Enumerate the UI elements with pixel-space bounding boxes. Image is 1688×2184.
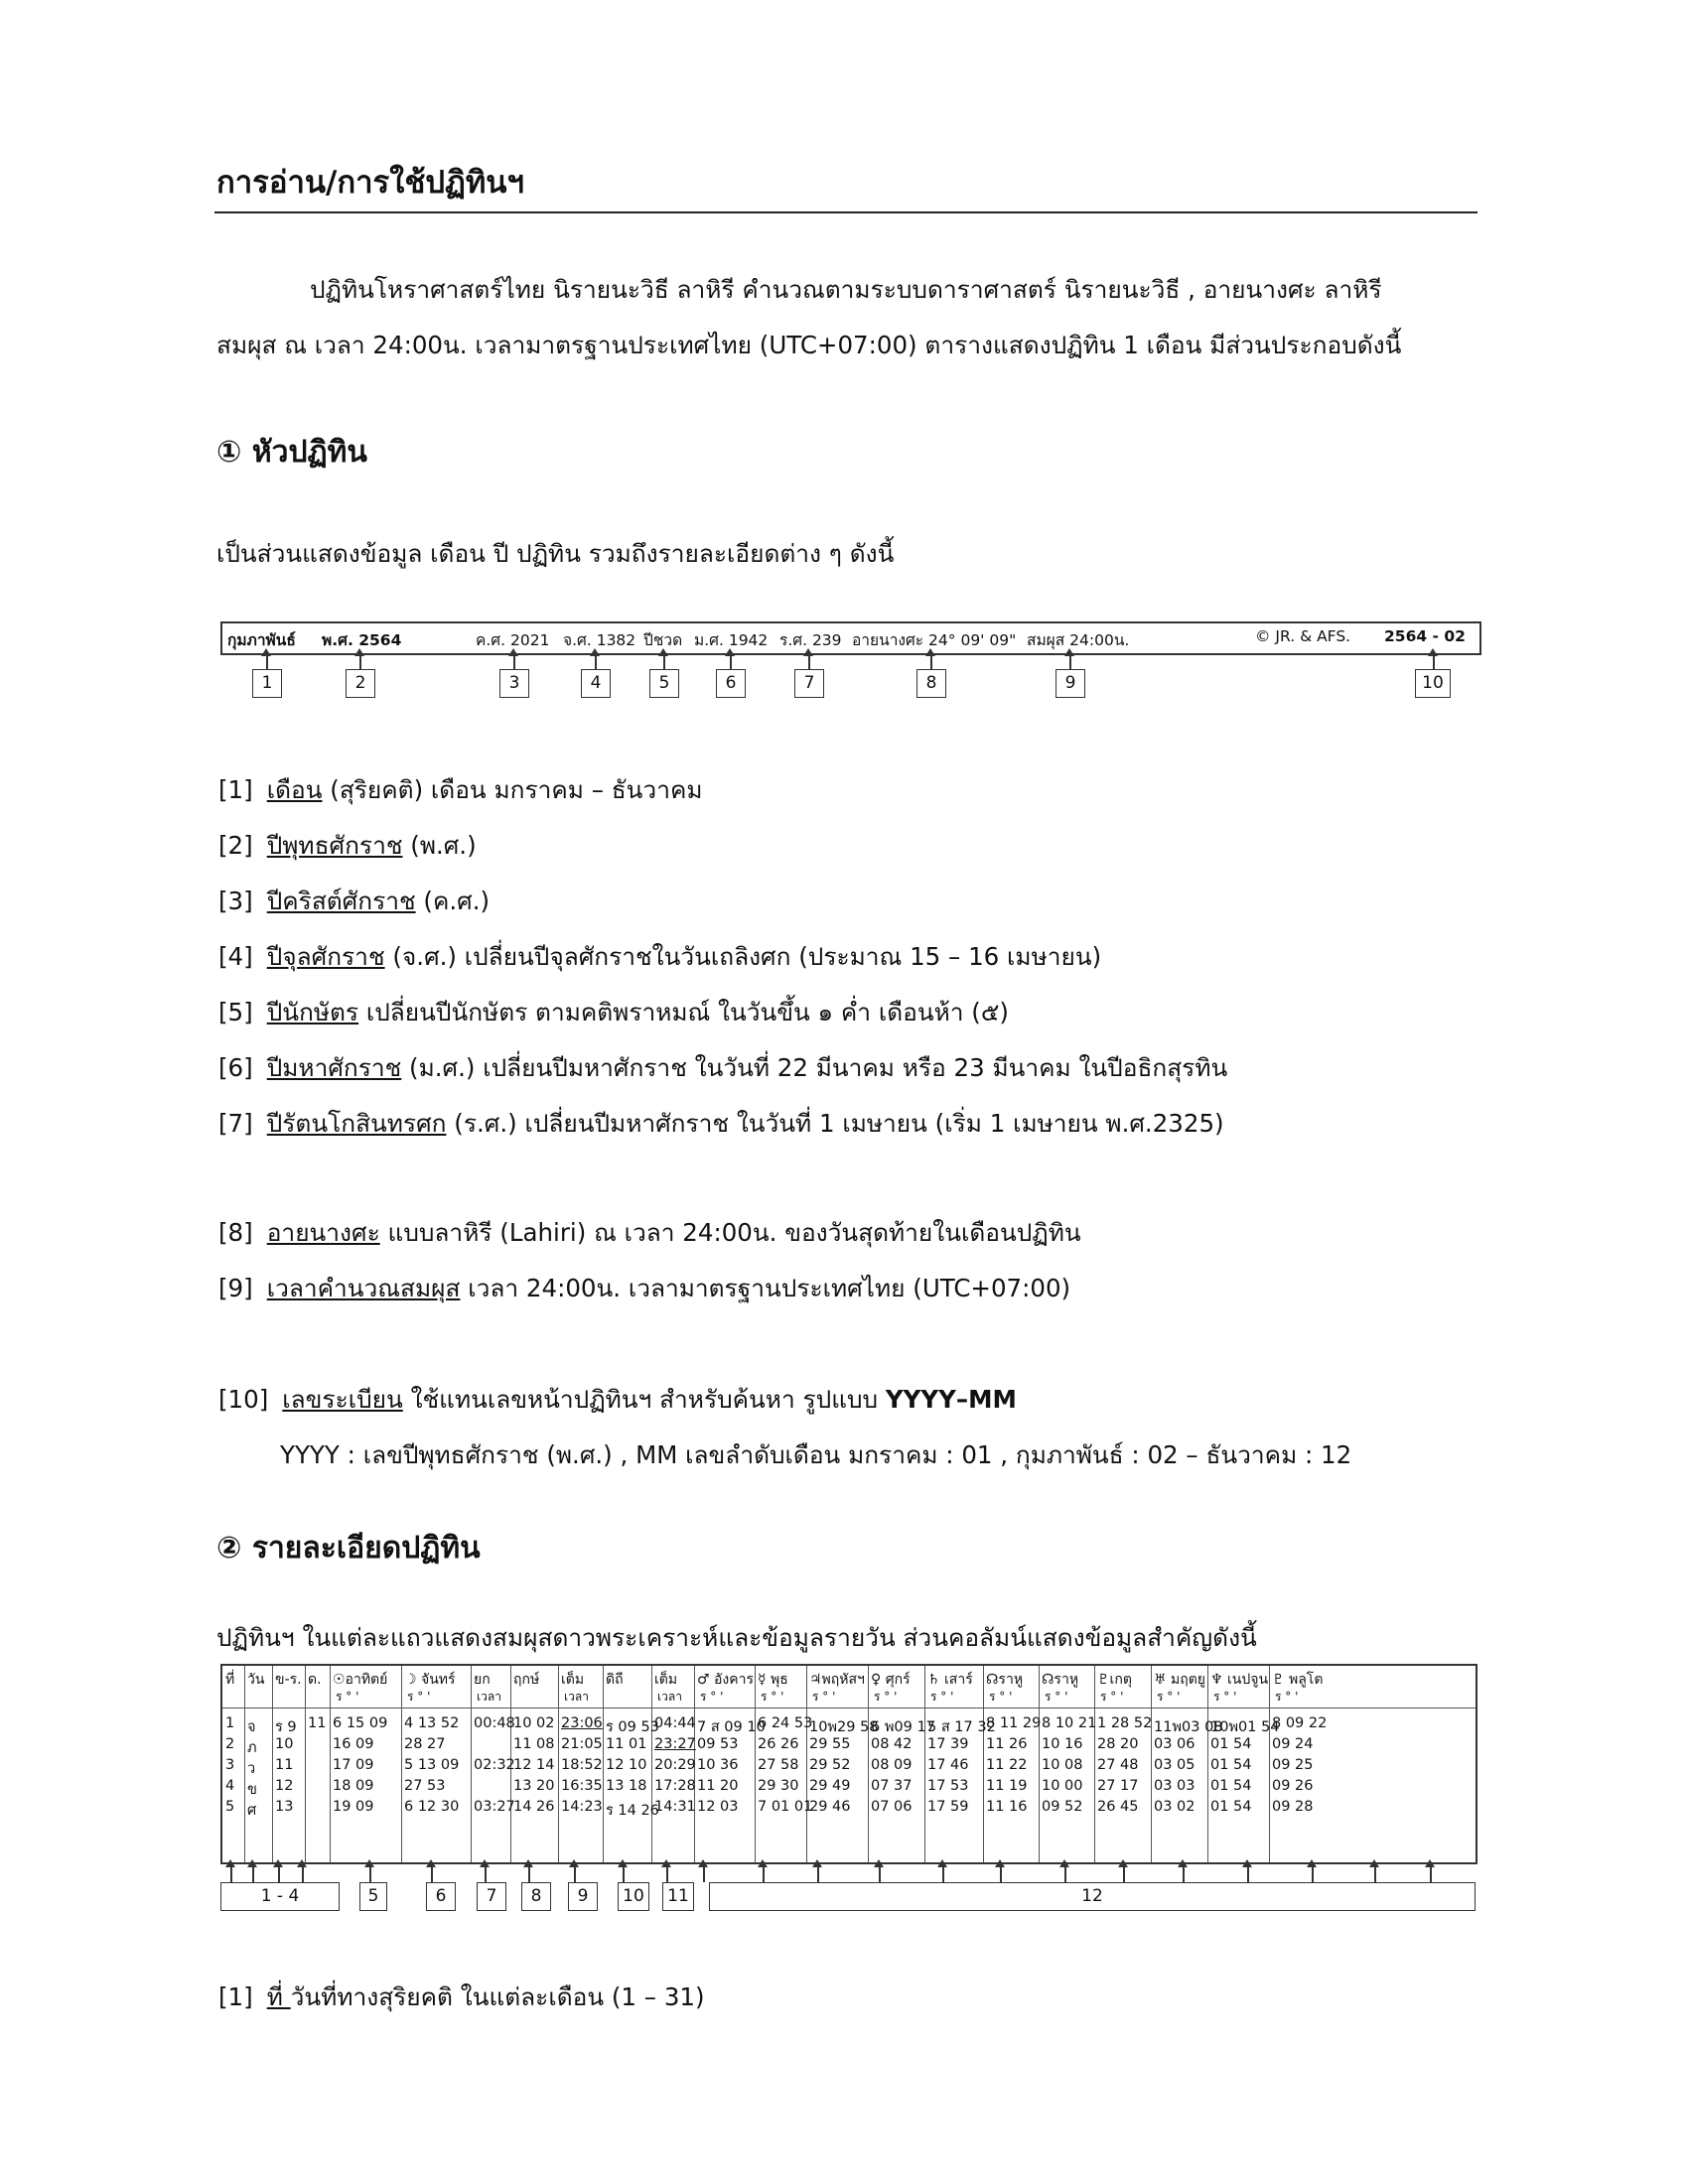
table-cell: 01 54	[1210, 1757, 1252, 1773]
table-marker: 1 - 4	[220, 1882, 340, 1911]
table-cell: 26 45	[1097, 1799, 1139, 1815]
strip-ms: ม.ศ. 1942	[694, 631, 769, 649]
table-cell: 11	[275, 1757, 294, 1773]
strip-month: กุมภาพันธ์	[227, 631, 296, 649]
intro-line2: สมผุส ณ เวลา 24:00น. เวลามาตรฐานประเทศไทย (UTC+07:00) ตารางแสดงปฏิทิน 1 เดือน มีส่วนประกอบดังนี้	[216, 331, 1402, 359]
table-cell: 12 14	[513, 1757, 555, 1773]
table-cell: 14:23	[561, 1799, 603, 1815]
section2-desc: ปฏิทินฯ ในแต่ละแถวแสดงสมผุสดาวพระเคราะห์และข้อมูลรายวัน ส่วนคอลัมน์แสดงข้อมูลสำคัญดังนี้	[216, 1623, 1257, 1652]
table-arrow	[278, 1866, 280, 1882]
table-marker: 10	[618, 1882, 649, 1911]
table-col-divider	[755, 1666, 756, 1862]
table-cell: 07 06	[871, 1799, 913, 1815]
table-cell: 10พ01 54	[1210, 1719, 1280, 1735]
marker-2: 2	[346, 669, 375, 698]
table-cell: 2	[225, 1736, 235, 1752]
table-marker: 6	[426, 1882, 456, 1911]
table-col-divider	[983, 1666, 984, 1862]
table-cell: 1 28 52	[1097, 1715, 1153, 1731]
table-cell: 27 53	[404, 1778, 446, 1794]
table-col-divider	[471, 1666, 472, 1862]
table-cell: ข	[247, 1782, 257, 1798]
table-cell: 13 20	[513, 1778, 555, 1794]
table-cell: 12	[275, 1778, 294, 1794]
table-cell: 16 09	[333, 1736, 374, 1752]
table-cell: 29 52	[809, 1757, 851, 1773]
table-cell: 01 54	[1210, 1799, 1252, 1815]
table-cell: 11 26	[986, 1736, 1028, 1752]
table-cell: 5 ส 17 32	[927, 1719, 996, 1735]
table-header-cell: ด.	[308, 1672, 322, 1688]
table-cell: 17 46	[927, 1757, 969, 1773]
strip-copyright: © JR. & AFS.	[1255, 627, 1351, 645]
table-cell: 10 16	[1042, 1736, 1083, 1752]
table-col-divider	[305, 1666, 306, 1862]
table-cell: 19 09	[333, 1799, 374, 1815]
arrow-8	[930, 655, 932, 669]
table-col-divider	[1039, 1666, 1040, 1862]
table-arrow	[252, 1866, 254, 1882]
marker-6: 6	[716, 669, 746, 698]
table-cell: 03:27	[474, 1799, 515, 1815]
table-subheader-cell: ร ° '	[1213, 1690, 1237, 1704]
table-cell: 6 15 09	[333, 1715, 388, 1731]
s1-item-5: [5] ปีนักษัตร เปลี่ยนปีนักษัตร ตามคติพราหมณ์ ในวันขึ้น ๑ ค่ำ เดือนห้า (๕)	[218, 998, 1009, 1026]
table-cell: 8 09 22	[1272, 1715, 1328, 1731]
strip-calc-time: สมผุส 24:00น.	[1027, 631, 1130, 649]
table-cell: 09 25	[1272, 1757, 1314, 1773]
table-arrow	[1430, 1866, 1432, 1882]
table-arrow	[528, 1866, 530, 1882]
table-arrow	[230, 1866, 232, 1882]
table-cell: 11 22	[986, 1757, 1028, 1773]
table-cell: 29 55	[809, 1736, 851, 1752]
table-cell: 21:05	[561, 1736, 603, 1752]
table-cell: 01 54	[1210, 1778, 1252, 1794]
marker-3: 3	[499, 669, 529, 698]
table-cell: 29 49	[809, 1778, 851, 1794]
table-cell: 5	[225, 1799, 235, 1815]
table-cell: 6 พ09 17	[871, 1719, 935, 1735]
table-arrow	[1183, 1866, 1185, 1882]
table-cell: ว	[247, 1761, 256, 1777]
table-header-cell: ดิถี	[606, 1672, 624, 1688]
table-col-divider	[1207, 1666, 1208, 1862]
table-cell: 4 13 52	[404, 1715, 460, 1731]
strip-code: 2564 - 02	[1384, 627, 1466, 645]
table-cell: 8 10 21	[1042, 1715, 1097, 1731]
table-cell: 10 08	[1042, 1757, 1083, 1773]
table-subheader-cell: เวลา	[477, 1690, 501, 1704]
table-cell: 20:29	[654, 1757, 696, 1773]
table-cell: 03 05	[1154, 1757, 1196, 1773]
table-cell: ร 14 26	[606, 1803, 659, 1819]
table-cell: 17 59	[927, 1799, 969, 1815]
strip-rs: ร.ศ. 239	[779, 631, 842, 649]
table-header-cell: ที่	[225, 1672, 235, 1688]
table-header-cell: ♅ มฤตยู	[1154, 1672, 1206, 1688]
table-cell: 03 02	[1154, 1799, 1196, 1815]
table-arrow	[1123, 1866, 1125, 1882]
table-subheader-cell: ร ° '	[874, 1690, 898, 1704]
table-arrow	[817, 1866, 819, 1882]
table-cell: ร 9	[275, 1719, 297, 1735]
table-subheader-cell: เวลา	[564, 1690, 589, 1704]
table-header-cell: ♄ เสาร์	[927, 1672, 973, 1688]
table-arrow	[1374, 1866, 1376, 1882]
marker-9: 9	[1055, 669, 1085, 698]
table-arrow	[369, 1866, 371, 1882]
table-subheader-cell: ร ° '	[407, 1690, 431, 1704]
table-cell: 23:06	[561, 1715, 603, 1731]
arrow-1	[266, 655, 268, 669]
table-col-divider	[924, 1666, 925, 1862]
table-col-divider	[1094, 1666, 1095, 1862]
table-cell: 16:35	[561, 1778, 603, 1794]
table-arrow	[1312, 1866, 1314, 1882]
s1-item-3: [3] ปีคริสต์ศักราช (ค.ศ.)	[218, 887, 491, 915]
arrow-10	[1433, 655, 1435, 669]
table-arrow	[763, 1866, 765, 1882]
table-arrow	[431, 1866, 433, 1882]
table-marker: 9	[568, 1882, 598, 1911]
table-header-cell: ข-ร.	[275, 1672, 302, 1688]
table-header-cell: ☿ พุธ	[758, 1672, 788, 1688]
intro-line1: ปฏิทินโหราศาสตร์ไทย นิรายนะวิธี ลาหิรี คำนวณตามระบบดาราศาสตร์ นิรายนะวิธี , อายนางศะ ลาหิรี	[310, 275, 1382, 304]
table-header-cell: ☊ราหู	[1042, 1672, 1079, 1688]
s1-item-10: [10] เลขระเบียน ใช้แทนเลขหน้าปฏิทินฯ สำหรับค้นหา รูปแบบ YYYY–MM	[218, 1385, 1017, 1414]
marker-1: 1	[252, 669, 282, 698]
table-col-divider	[244, 1666, 245, 1862]
table-cell: ศ	[247, 1803, 257, 1819]
table-cell: 10 00	[1042, 1778, 1083, 1794]
table-header-cell: ☉อาทิตย์	[333, 1672, 388, 1688]
table-header-cell: ☽ จันทร์	[404, 1672, 456, 1688]
table-subheader-cell: ร ° '	[1275, 1690, 1299, 1704]
arrow-2	[359, 655, 361, 669]
s1-item-7: [7] ปีรัตนโกสินทรศก (ร.ศ.) เปลี่ยนปีมหาศักราช ในวันที่ 1 เมษายน (เริ่ม 1 เมษายน พ.ศ.2325)	[218, 1109, 1224, 1138]
s1-item-10-note: YYYY : เลขปีพุทธศักราช (พ.ศ.) , MM เลขลำดับเดือน มกราคม : 01 , กุมภาพันธ์ : 02 – ธันวาคม : 12	[280, 1440, 1352, 1469]
arrow-3	[513, 655, 515, 669]
table-subheader-cell: ร ° '	[700, 1690, 724, 1704]
table-cell: 09 24	[1272, 1736, 1314, 1752]
table-cell: 18:52	[561, 1757, 603, 1773]
table-cell: 17:28	[654, 1778, 696, 1794]
table-arrow	[1064, 1866, 1066, 1882]
arrow-9	[1069, 655, 1071, 669]
table-cell: 17 09	[333, 1757, 374, 1773]
table-header-cell: ยก	[474, 1672, 491, 1688]
table-col-divider	[558, 1666, 559, 1862]
strip-be: พ.ศ. 2564	[322, 631, 402, 649]
table-cell: 28 20	[1097, 1736, 1139, 1752]
section1-desc: เป็นส่วนแสดงข้อมูล เดือน ปี ปฏิทิน รวมถึงรายละเอียดต่าง ๆ ดังนี้	[216, 539, 895, 568]
table-cell: 01 54	[1210, 1736, 1252, 1752]
table-subheader-cell: ร ° '	[930, 1690, 954, 1704]
table-cell: 09 53	[697, 1736, 739, 1752]
table-marker: 12	[709, 1882, 1476, 1911]
strip-animal-year: ปีชวด	[643, 631, 683, 649]
marker-7: 7	[794, 669, 824, 698]
table-header-cell: ☊ราหู	[986, 1672, 1024, 1688]
table-cell: 3	[225, 1757, 235, 1773]
table-cell: 8 11 29	[986, 1715, 1042, 1731]
table-cell: 02:32	[474, 1757, 515, 1773]
table-cell: 27 17	[1097, 1778, 1139, 1794]
table-arrow	[485, 1866, 487, 1882]
s1-item-6: [6] ปีมหาศักราช (ม.ศ.) เปลี่ยนปีมหาศักราช ในวันที่ 22 มีนาคม หรือ 23 มีนาคม ในปีอธิกสุรทิน	[218, 1053, 1228, 1082]
table-cell: 17 53	[927, 1778, 969, 1794]
table-cell: 23:27	[654, 1736, 696, 1752]
table-subheader-cell: ร ° '	[989, 1690, 1013, 1704]
table-cell: 12 03	[697, 1799, 739, 1815]
table-marker: 7	[477, 1882, 506, 1911]
table-cell: 11 08	[513, 1736, 555, 1752]
table-subheader-cell: เวลา	[657, 1690, 682, 1704]
table-cell: 04:44	[654, 1715, 696, 1731]
table-cell: 18 09	[333, 1778, 374, 1794]
table-cell: 11 20	[697, 1778, 739, 1794]
table-marker: 11	[662, 1882, 694, 1911]
table-cell: 26 26	[758, 1736, 799, 1752]
table-subheader-cell: ร ° '	[761, 1690, 784, 1704]
table-cell: 09 26	[1272, 1778, 1314, 1794]
arrow-6	[730, 655, 732, 669]
table-arrow	[942, 1866, 944, 1882]
table-cell: 29 46	[809, 1799, 851, 1815]
table-subheader-cell: ร ° '	[1157, 1690, 1181, 1704]
table-col-divider	[1269, 1666, 1270, 1862]
table-arrow	[703, 1866, 705, 1882]
arrow-5	[663, 655, 665, 669]
table-col-divider	[651, 1666, 652, 1862]
table-col-divider	[868, 1666, 869, 1862]
table-cell: 5 13 09	[404, 1757, 460, 1773]
title-rule	[214, 211, 1477, 213]
s1-item-1: [1] เดือน (สุริยคติ) เดือน มกราคม – ธันวาคม	[218, 775, 703, 804]
table-cell: 12 10	[606, 1757, 647, 1773]
table-cell: 08 09	[871, 1757, 913, 1773]
table-header-cell: เต็ม	[654, 1672, 678, 1688]
table-cell: 11พ03 08	[1154, 1719, 1223, 1735]
table-cell: 27 48	[1097, 1757, 1139, 1773]
table-cell: 10 36	[697, 1757, 739, 1773]
table-header-cell: ♃พฤหัสฯ	[809, 1672, 865, 1688]
table-cell: 03 03	[1154, 1778, 1196, 1794]
table-cell: ร 09 53	[606, 1719, 659, 1735]
table-arrow	[623, 1866, 625, 1882]
table-cell: 08 42	[871, 1736, 913, 1752]
table-cell: 09 52	[1042, 1799, 1083, 1815]
strip-ce: ค.ศ. 2021	[476, 631, 550, 649]
table-col-divider	[1151, 1666, 1152, 1862]
table-cell: 00:48	[474, 1715, 515, 1731]
table-header-cell: ♇ พลูโต	[1272, 1672, 1324, 1688]
table-cell: 03 06	[1154, 1736, 1196, 1752]
calendar-header-strip	[220, 621, 1481, 655]
table-cell: 4	[225, 1778, 235, 1794]
s2-item-1: [1] ที่ วันที่ทางสุริยคติ ในแต่ละเดือน (1 – 31)	[218, 1982, 705, 2011]
table-cell: 11 16	[986, 1799, 1028, 1815]
s1-item-8: [8] อายนางศะ แบบลาหิรี (Lahiri) ณ เวลา 24:00น. ของวันสุดท้ายในเดือนปฏิทิน	[218, 1218, 1081, 1247]
arrow-4	[595, 655, 597, 669]
table-cell: 28 27	[404, 1736, 446, 1752]
table-cell: 13 18	[606, 1778, 647, 1794]
table-marker: 5	[359, 1882, 387, 1911]
table-cell: 27 58	[758, 1757, 799, 1773]
table-cell: 7 ส 09 10	[697, 1719, 766, 1735]
table-cell: 11	[308, 1715, 327, 1731]
marker-10: 10	[1415, 669, 1451, 698]
table-header-cell: ♇เกตุ	[1097, 1672, 1132, 1688]
table-header-cell: ♀ ศุกร์	[871, 1672, 911, 1688]
table-cell: 14:31	[654, 1799, 696, 1815]
table-header-cell: ฤกษ์	[513, 1672, 540, 1688]
table-subheader-cell: ร ° '	[1100, 1690, 1124, 1704]
table-cell: 10	[275, 1736, 294, 1752]
table-col-divider	[272, 1666, 273, 1862]
table-header-cell: วัน	[247, 1672, 265, 1688]
table-cell: 07 37	[871, 1778, 913, 1794]
table-cell: 11 19	[986, 1778, 1028, 1794]
table-col-divider	[806, 1666, 807, 1862]
table-cell: 17 39	[927, 1736, 969, 1752]
table-cell: 10 02	[513, 1715, 555, 1731]
table-subheader-cell: ร ° '	[336, 1690, 359, 1704]
table-header-rule	[222, 1707, 1476, 1708]
table-cell: 11 01	[606, 1736, 647, 1752]
table-arrow	[879, 1866, 881, 1882]
s1-item-4: [4] ปีจุลศักราช (จ.ศ.) เปลี่ยนปีจุลศักราชในวันเถลิงศก (ประมาณ 15 – 16 เมษายน)	[218, 942, 1102, 971]
section1-heading: ① หัวปฏิทิน	[216, 435, 367, 470]
table-cell: ภ	[247, 1740, 257, 1756]
table-col-divider	[401, 1666, 402, 1862]
table-header-cell: ♆ เนปจูน	[1210, 1672, 1269, 1688]
table-cell: 14 26	[513, 1799, 555, 1815]
table-cell: 09 28	[1272, 1799, 1314, 1815]
table-marker: 8	[521, 1882, 551, 1911]
table-arrow	[574, 1866, 576, 1882]
calendar-detail-table	[220, 1664, 1477, 1864]
table-cell: 1	[225, 1715, 235, 1731]
table-arrow	[302, 1866, 304, 1882]
table-arrow	[666, 1866, 668, 1882]
table-cell: 29 30	[758, 1778, 799, 1794]
s1-item-9: [9] เวลาคำนวณสมผุส เวลา 24:00น. เวลามาตรฐานประเทศไทย (UTC+07:00)	[218, 1274, 1071, 1302]
table-cell: 6 24 53	[758, 1715, 813, 1731]
arrow-7	[808, 655, 810, 669]
section2-heading: ② รายละเอียดปฏิทิน	[216, 1531, 481, 1566]
page-title: การอ่าน/การใช้ปฏิทินฯ	[216, 165, 524, 201]
table-cell: 7 01 01	[758, 1799, 813, 1815]
marker-5: 5	[649, 669, 679, 698]
table-subheader-cell: ร ° '	[812, 1690, 836, 1704]
table-header-cell: เต็ม	[561, 1672, 585, 1688]
table-cell: จ	[247, 1719, 256, 1735]
strip-ayanamsa: อายนางศะ 24° 09' 09"	[852, 631, 1017, 649]
table-subheader-cell: ร ° '	[1045, 1690, 1068, 1704]
marker-4: 4	[581, 669, 611, 698]
strip-cs: จ.ศ. 1382	[563, 631, 636, 649]
table-cell: 13	[275, 1799, 294, 1815]
table-header-cell: ♂ อังคาร	[697, 1672, 754, 1688]
table-arrow	[1000, 1866, 1002, 1882]
table-cell: 6 12 30	[404, 1799, 460, 1815]
table-col-divider	[603, 1666, 604, 1862]
table-col-divider	[330, 1666, 331, 1862]
table-arrow	[1247, 1866, 1249, 1882]
table-cell: 10พ29 58	[809, 1719, 879, 1735]
s1-item-2: [2] ปีพุทธศักราช (พ.ศ.)	[218, 831, 477, 860]
marker-8: 8	[916, 669, 946, 698]
